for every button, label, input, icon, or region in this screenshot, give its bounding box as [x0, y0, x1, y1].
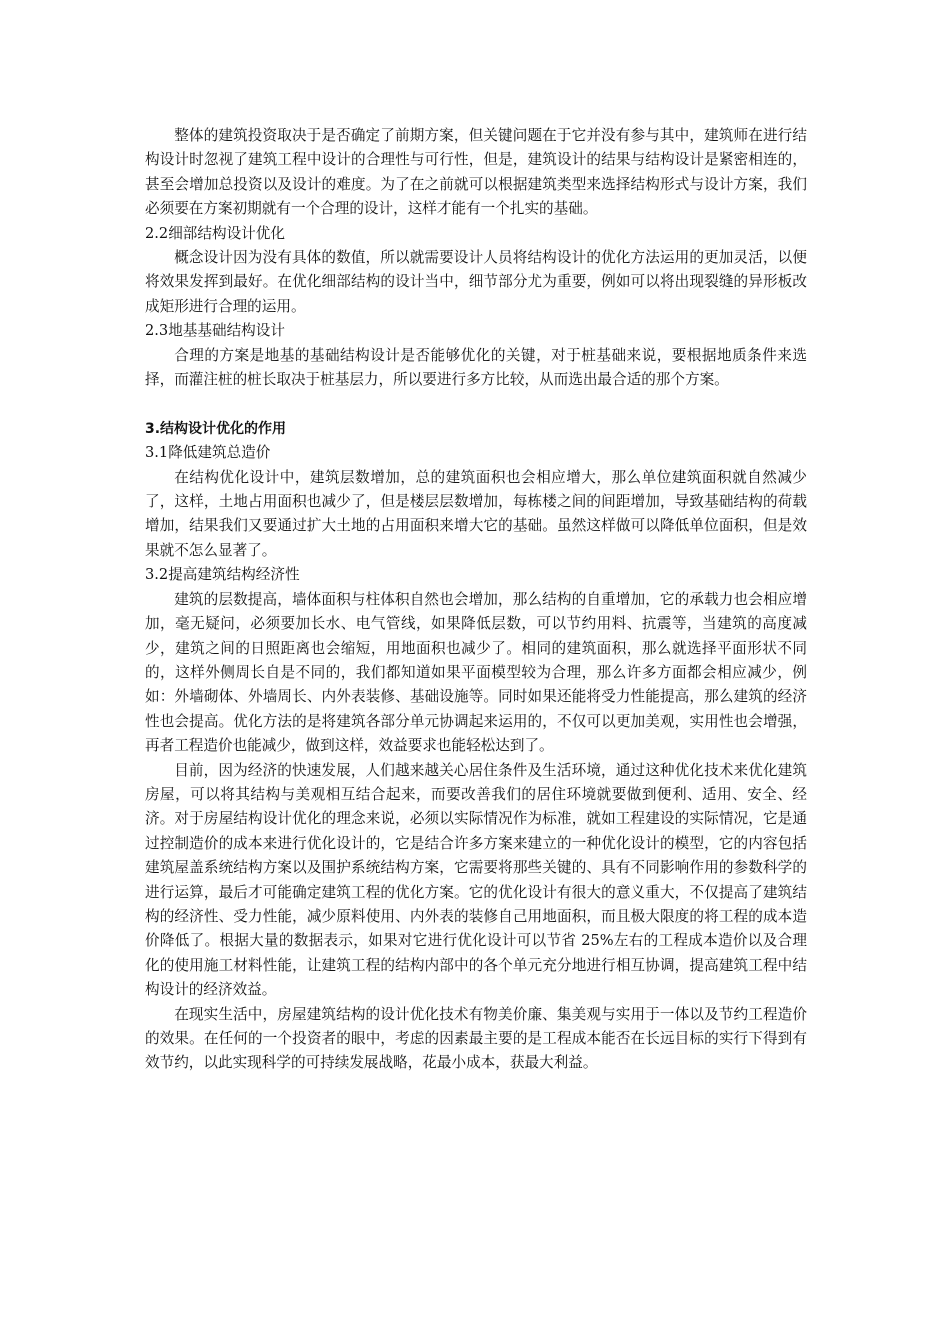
section-2-3-heading: 2.3地基基础结构设计: [145, 322, 285, 340]
section-2-2-heading: 2.2细部结构设计优化: [145, 224, 285, 242]
section-3-2-body-2: 目前，因为经济的快速发展，人们越来越关心居住条件及生活环境，通过这种优化技术来优化建筑房屋，可以将其结构与美观相互结合起来，而要改善我们的居住环境就要做到便利、适用、安全、经济。对于房屋结构设计优化的理念来说，必须以实际情况作为标准，就如工程建设的实际情况，它是通过控制造价的成本来进行优化设计的，它是结合许多方案来建立的一种优化设计的模型，它的内容包括建筑屋盖系统结构方案以及围护系统结构方案，它需要将那些关键的、具有不同影响作用的参数科学的进行运算，最后才可能确定建筑工程的优化方案。它的优化设计有很大的意义重大，不仅提高了建筑结构的经济性、受力性能，减少原料使用、内外表的装修自己用地面积，而且极大限度的将工程的成本造价降低了。根据大量的数据表示，如果对它进行优化设计可以节省 25%左右的工程成本造价以及合理化的使用施工材料性能，让建筑工程的结构内部中的各个单元充分地进行相互协调，提高建筑工程中结构设计的经济效益。: [145, 761, 807, 999]
section-3-title: 3.结构设计优化的作用: [145, 420, 287, 437]
section-3-2-body-1: 建筑的层数提高，墙体面积与柱体积自然也会增加，那么结构的自重增加，它的承载力也会相应增加，毫无疑问，必须要加长水、电气管线，如果降低层数，可以节约用料、抗震等，当建筑的高度减少，建筑之间的日照距离也会缩短，用地面积也减少了。相同的建筑面积，那么就选择平面形状不同的，这样外侧周长自是不同的，我们都知道如果平面模型较为合理，那么许多方面都会相应减少，例如：外墙砌体、外墙周长、内外表装修、基础设施等。同时如果还能将受力性能提高，那么建筑的经济性也会提高。优化方法的是将建筑各部分单元协调起来运用的，不仅可以更加美观，实用性也会增强，再者工程造价也能减少，做到这样，效益要求也能轻松达到了。: [145, 590, 807, 755]
section-2-3-body: 合理的方案是地基的基础结构设计是否能够优化的关键，对于桩基础来说，要根据地质条件来选择，而灌注桩的桩长取决于桩基层力，所以要进行多方比较，从而选出最合适的那个方案。: [145, 346, 807, 389]
section-3-2-body-3: 在现实生活中，房屋建筑结构的设计优化技术有物美价廉、集美观与实用于一体以及节约工程造价的效果。在任何的一个投资者的眼中，考虑的因素最主要的是工程成本能否在长远目标的实行下得到有效节约，以此实现科学的可持续发展战略，花最小成本，获最大利益。: [145, 1005, 807, 1072]
section-2-2-body: 概念设计因为没有具体的数值，所以就需要设计人员将结构设计的优化方法运用的更加灵活，以便将效果发挥到最好。在优化细部结构的设计当中，细节部分尤为重要，例如可以将出现裂缝的异形板改成矩形进行合理的运用。: [145, 249, 807, 315]
section-3-2-heading: 3.2提高建筑结构经济性: [145, 566, 300, 584]
intro-paragraph: 整体的建筑投资取决于是否确定了前期方案，但关键问题在于它并没有参与其中，建筑师在进行结构设计时忽视了建筑工程中设计的合理性与可行性，但是，建筑设计的结果与结构设计是紧密相连的，甚至会增加总投资以及设计的难度。为了在之前就可以根据建筑类型来选择结构形式与设计方案，我们必须要在方案初期就有一个合理的设计，这样才能有一个扎实的基础。: [145, 127, 807, 218]
section-3-1-body: 在结构优化设计中，建筑层数增加，总的建筑面积也会相应增大，那么单位建筑面积就自然减少了，这样，土地占用面积也减少了，但是楼层层数增加，每栋楼之间的间距增加，导致基础结构的荷载增加，结果我们又要通过扩大土地的占用面积来增大它的基础。虽然这样做可以降低单位面积，但是效果就不怎么显著了。: [145, 468, 807, 559]
document-page: [145, 124, 807, 1076]
section-3-1-heading: 3.1降低建筑总造价: [145, 444, 271, 462]
